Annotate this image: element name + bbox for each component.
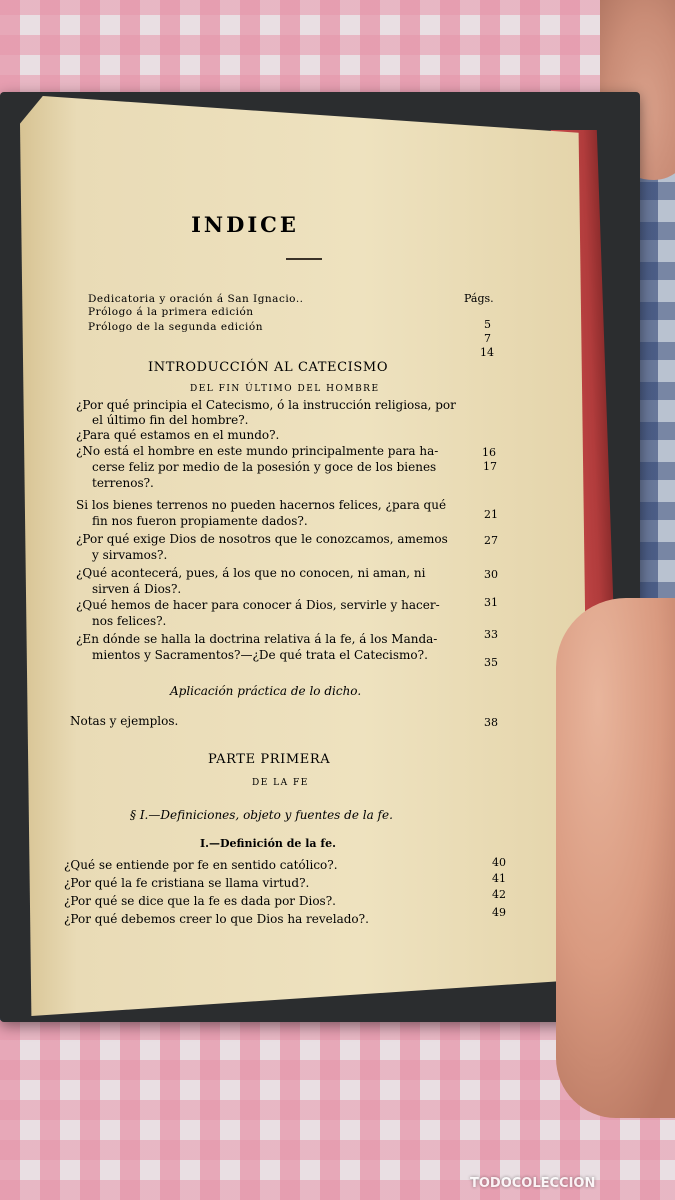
front-entry-3-page: 14 [480, 346, 494, 359]
fe-line-2: ¿Por qué se dice que la fe es dada por Dios?. [64, 894, 336, 908]
fe-line-3: ¿Por qué debemos creer lo que Dios ha revelado?. [64, 912, 369, 926]
intro-line-13: nos felices?. [92, 614, 167, 628]
fe-line-3-page: 49 [492, 906, 506, 919]
notas-line: Notas y ejemplos. [70, 714, 179, 728]
intro-line-2-page: 16 [482, 446, 496, 459]
fe-line-1: ¿Por qué la fe cristiana se llama virtud?. [64, 876, 310, 890]
intro-line-2: ¿Para qué estamos en el mundo?. [76, 428, 280, 442]
intro-line-11: sirven á Dios?. [92, 582, 182, 596]
index-title: INDICE [191, 212, 299, 237]
intro-line-3: ¿No está el hombre en este mundo principalmente para ha- [76, 444, 439, 458]
hand-right [556, 598, 675, 1118]
fe-line-1-page: 41 [492, 872, 506, 885]
subsection-title: I.—Definición de la fe. [200, 837, 336, 850]
watermark: TODOCOLECCION [470, 1176, 596, 1191]
intro-line-12-page: 31 [484, 596, 498, 609]
pags-label: Págs. [464, 292, 494, 305]
intro-line-15-page: 35 [484, 656, 498, 669]
intro-heading: INTRODUCCIÓN AL CATECISMO [148, 360, 389, 375]
intro-line-15: mientos y Sacramentos?—¿De qué trata el Catecismo?. [92, 648, 428, 662]
fe-line-0: ¿Qué se entiende por fe en sentido católico?. [64, 858, 338, 872]
tablecloth-pink-band-top [0, 0, 675, 95]
intro-line-0: ¿Por qué principia el Catecismo, ó la instrucción religiosa, por [76, 398, 456, 412]
intro-line-6-page: 21 [484, 508, 498, 521]
title-rule [286, 258, 322, 260]
intro-line-8-page: 27 [484, 534, 498, 547]
front-entry-0: Dedicatoria y oración á San Ignacio.. [88, 293, 304, 305]
intro-line-6: Si los bienes terrenos no pueden hacernos felices, ¿para qué [76, 498, 447, 512]
parte-heading: PARTE PRIMERA [208, 752, 331, 767]
notas-page: 38 [484, 716, 498, 729]
intro-line-8: ¿Por qué exige Dios de nosotros que le conozcamos, amemos [76, 532, 448, 546]
fe-line-2-page: 42 [492, 888, 506, 901]
intro-line-10-page: 30 [484, 568, 498, 581]
intro-line-12: ¿Qué hemos de hacer para conocer á Dios, servirle y hacer- [76, 598, 440, 612]
intro-line-9: y sirvamos?. [92, 548, 168, 562]
intro-line-10: ¿Qué acontecerá, pues, á los que no conocen, ni aman, ni [76, 566, 426, 580]
intro-line-14-page: 33 [484, 628, 498, 641]
aplicacion-heading: Aplicación práctica de lo dicho. [170, 684, 362, 698]
intro-line-7: fin nos fueron propiamente dados?. [92, 514, 308, 528]
intro-line-14: ¿En dónde se halla la doctrina relativa á la fe, á los Manda- [76, 632, 438, 646]
intro-line-1: el último fin del hombre?. [92, 413, 249, 427]
front-entry-1: Prólogo á la primera edición [88, 306, 254, 318]
front-entry-2-page: 7 [484, 332, 491, 345]
intro-line-3-page: 17 [483, 460, 497, 473]
intro-subheading: DEL FIN ÚLTIMO DEL HOMBRE [190, 384, 380, 394]
parte-subheading: DE LA FE [252, 778, 309, 788]
front-entry-1-page: 5 [484, 318, 491, 331]
intro-line-4: cerse feliz por medio de la posesión y goce de los bienes [92, 460, 437, 474]
intro-line-5: terrenos?. [92, 476, 154, 490]
section-title: § I.—Definiciones, objeto y fuentes de la fe. [130, 808, 393, 822]
front-entry-2: Prólogo de la segunda edición [88, 321, 263, 333]
fe-line-0-page: 40 [492, 856, 506, 869]
